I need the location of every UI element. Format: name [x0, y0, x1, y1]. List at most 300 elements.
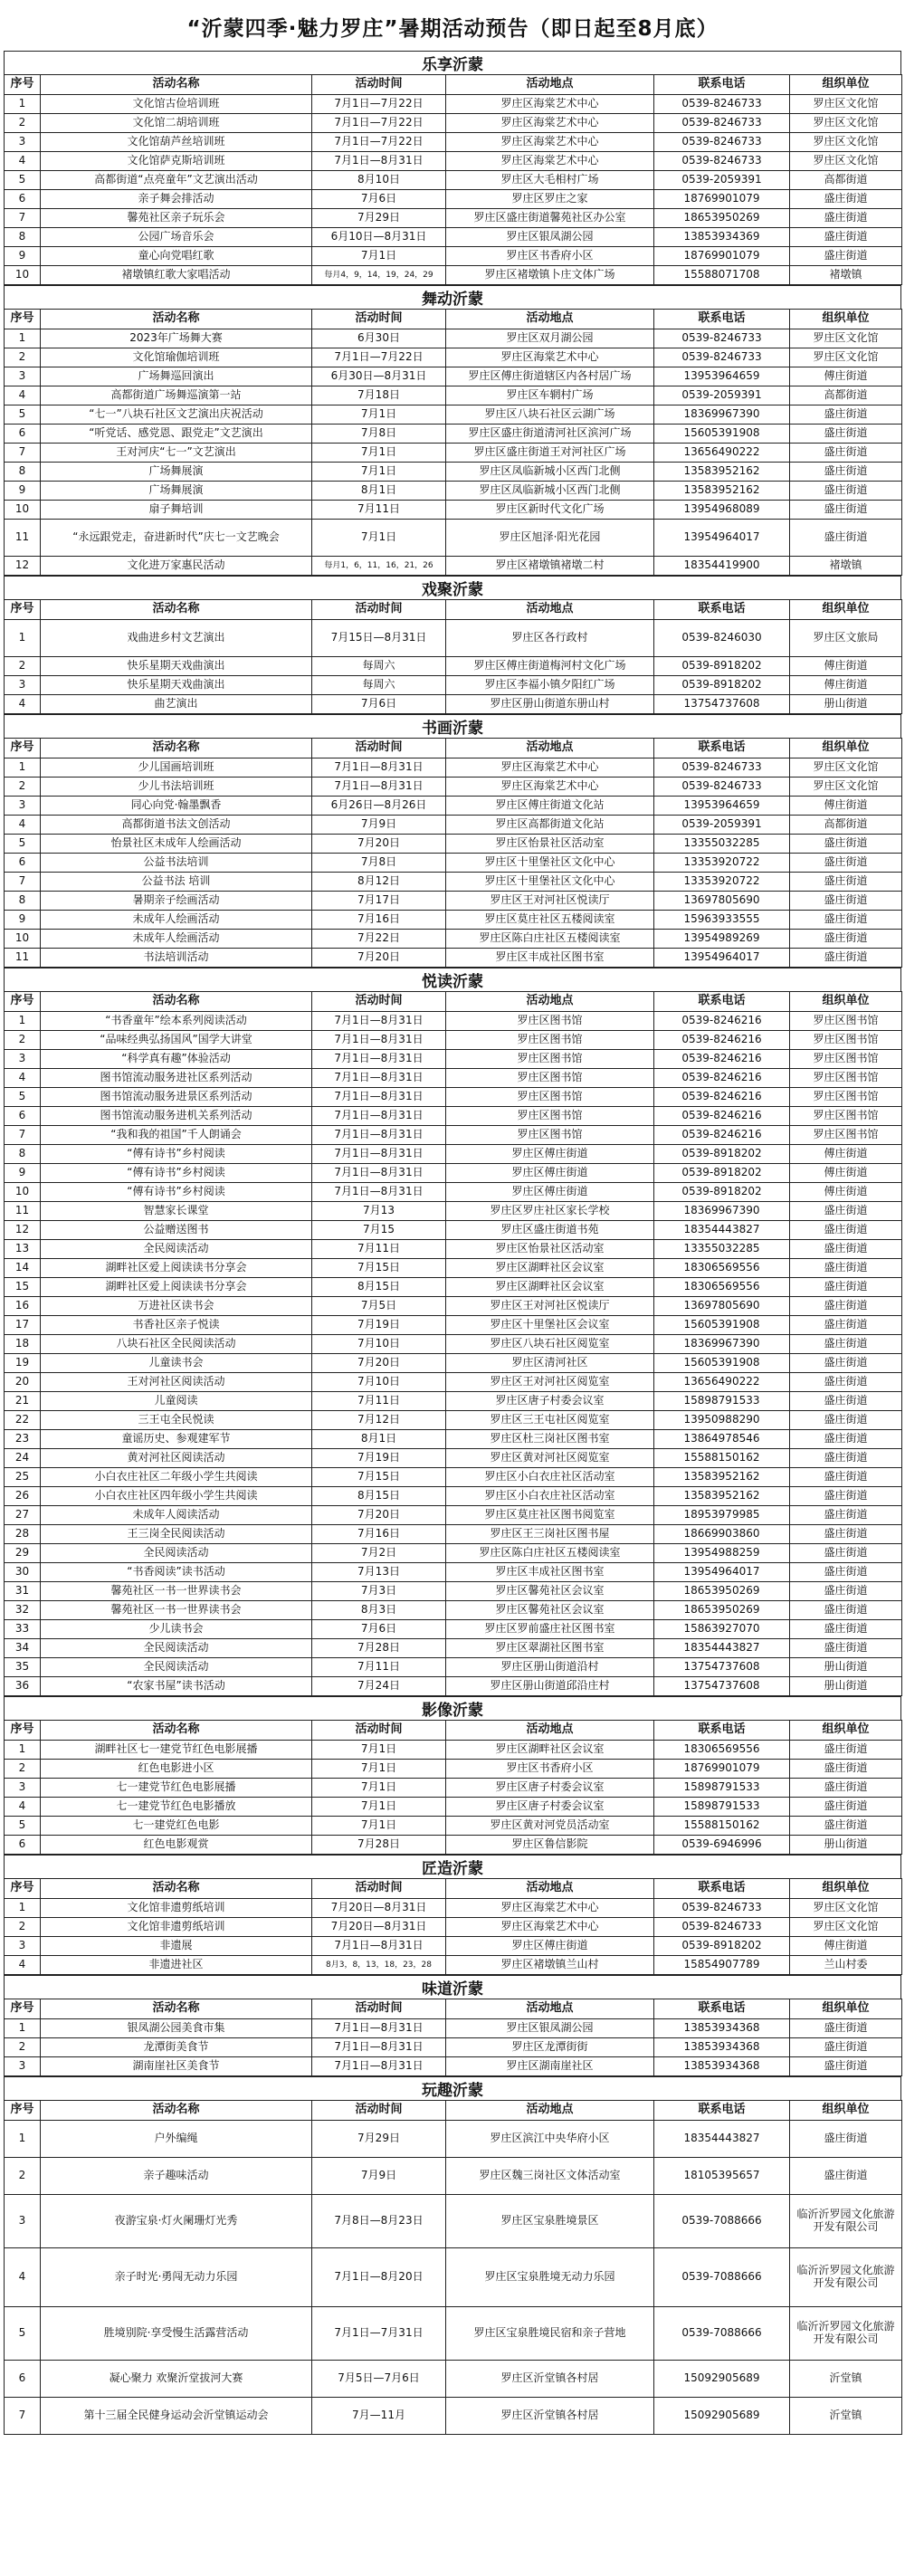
table-row — [5, 1050, 902, 1069]
cell-phone: 18953979985 — [654, 1506, 790, 1525]
cell-no: 13 — [5, 1240, 41, 1259]
column-header-no: 序号 — [5, 600, 41, 620]
cell-org: 盛庄街道 — [790, 1221, 902, 1240]
cell-name: 童谣历史、参观建军节 — [41, 1430, 312, 1449]
cell-location: 罗庄区小白衣庄社区活动室 — [446, 1487, 654, 1506]
table-row — [5, 1430, 902, 1449]
cell-name: “傅有诗书”乡村阅读 — [41, 1164, 312, 1183]
table-row — [5, 444, 902, 463]
cell-org: 罗庄区图书馆 — [790, 1069, 902, 1088]
cell-time: 7月1日 — [312, 520, 446, 557]
table-row — [5, 930, 902, 949]
header-row — [5, 992, 902, 1012]
table-row — [5, 1582, 902, 1601]
cell-no: 17 — [5, 1316, 41, 1335]
cell-time: 7月1日—7月22日 — [312, 114, 446, 133]
cell-time: 7月1日 — [312, 1760, 446, 1779]
cell-time: 7月8日 — [312, 854, 446, 873]
cell-time: 7月16日 — [312, 1525, 446, 1544]
cell-no: 33 — [5, 1620, 41, 1639]
cell-name: 非遗进社区 — [41, 1956, 312, 1975]
cell-no: 2 — [5, 348, 41, 367]
cell-name: 公益书法培训 — [41, 854, 312, 873]
cell-phone: 18369967390 — [654, 1335, 790, 1354]
cell-org: 盛庄街道 — [790, 2158, 902, 2195]
cell-location: 罗庄区傅庄街道 — [446, 1937, 654, 1956]
cell-org: 盛庄街道 — [790, 425, 902, 444]
column-header-time: 活动时间 — [312, 739, 446, 758]
cell-name: 戏曲进乡村文艺演出 — [41, 620, 312, 657]
column-header-location: 活动地点 — [446, 1999, 654, 2019]
cell-location: 罗庄区馨苑社区会议室 — [446, 1601, 654, 1620]
cell-location: 罗庄区盛庄街道馨苑社区办公室 — [446, 209, 654, 228]
header-row — [5, 310, 902, 329]
cell-phone: 0539-8246733 — [654, 95, 790, 114]
cell-phone: 0539-2059391 — [654, 386, 790, 405]
cell-name: 胜境别院·享受慢生活露营活动 — [41, 2307, 312, 2361]
cell-org: 罗庄区文旅局 — [790, 620, 902, 657]
cell-location: 罗庄区银凤湖公园 — [446, 228, 654, 247]
table-row — [5, 1392, 902, 1411]
cell-phone: 13954964017 — [654, 949, 790, 968]
cell-org: 罗庄区文化馆 — [790, 348, 902, 367]
cell-phone: 13853934369 — [654, 228, 790, 247]
cell-org: 盛庄街道 — [790, 2121, 902, 2158]
cell-location: 罗庄区湖畔社区会议室 — [446, 1741, 654, 1760]
cell-location: 罗庄区八块石社区云湖广场 — [446, 405, 654, 425]
column-header-location: 活动地点 — [446, 310, 654, 329]
cell-no: 5 — [5, 2307, 41, 2361]
cell-location: 罗庄区滨江中央华府小区 — [446, 2121, 654, 2158]
cell-phone: 13853934368 — [654, 2038, 790, 2057]
table-row — [5, 1088, 902, 1107]
cell-time: 7月15日—8月31日 — [312, 620, 446, 657]
cell-org: 盛庄街道 — [790, 2019, 902, 2038]
table-row — [5, 911, 902, 930]
cell-name: 湖南崖社区美食节 — [41, 2057, 312, 2076]
cell-no: 1 — [5, 1012, 41, 1031]
table-row — [5, 1817, 902, 1836]
cell-name: 户外编绳 — [41, 2121, 312, 2158]
cell-phone: 15588071708 — [654, 266, 790, 285]
cell-location: 罗庄区丰成社区图书室 — [446, 949, 654, 968]
cell-org: 盛庄街道 — [790, 463, 902, 482]
table-row — [5, 1126, 902, 1145]
cell-org: 罗庄区文化馆 — [790, 758, 902, 778]
cell-no: 25 — [5, 1468, 41, 1487]
cell-no: 6 — [5, 854, 41, 873]
cell-no: 3 — [5, 1779, 41, 1798]
table-row — [5, 1468, 902, 1487]
cell-location: 罗庄区双月湖公园 — [446, 329, 654, 348]
cell-phone: 13954964017 — [654, 1563, 790, 1582]
cell-phone: 0539-8246216 — [654, 1069, 790, 1088]
cell-name: 亲子舞会排活动 — [41, 190, 312, 209]
cell-no: 22 — [5, 1411, 41, 1430]
cell-name: 全民阅读活动 — [41, 1544, 312, 1563]
cell-no: 6 — [5, 1836, 41, 1855]
cell-name: 小白衣庄社区二年级小学生共阅读 — [41, 1468, 312, 1487]
table-row — [5, 835, 902, 854]
column-header-phone: 联系电话 — [654, 1999, 790, 2019]
cell-no: 12 — [5, 557, 41, 576]
cell-location: 罗庄区八块石社区阅览室 — [446, 1335, 654, 1354]
column-header-no: 序号 — [5, 310, 41, 329]
cell-no: 34 — [5, 1639, 41, 1658]
cell-no: 27 — [5, 1506, 41, 1525]
cell-phone: 0539-8918202 — [654, 676, 790, 695]
cell-org: 褚墩镇 — [790, 557, 902, 576]
cell-phone: 0539-8918202 — [654, 1145, 790, 1164]
column-header-time: 活动时间 — [312, 1879, 446, 1899]
cell-phone: 15588150162 — [654, 1449, 790, 1468]
cell-org: 盛庄街道 — [790, 1392, 902, 1411]
cell-org: 盛庄街道 — [790, 2057, 902, 2076]
cell-phone: 0539-8246733 — [654, 114, 790, 133]
cell-location: 罗庄区王三岗社区图书屋 — [446, 1525, 654, 1544]
section-title: 舞动沂蒙 — [4, 285, 901, 309]
column-header-org: 组织单位 — [790, 310, 902, 329]
cell-phone: 0539-6946996 — [654, 1836, 790, 1855]
cell-org: 罗庄区文化馆 — [790, 152, 902, 171]
cell-org: 盛庄街道 — [790, 1411, 902, 1430]
cell-time: 7月12日 — [312, 1411, 446, 1430]
cell-name: 全民阅读活动 — [41, 1240, 312, 1259]
cell-name: “书香童年”绘本系列阅读活动 — [41, 1012, 312, 1031]
cell-no: 23 — [5, 1430, 41, 1449]
cell-time: 每周六 — [312, 676, 446, 695]
cell-org: 盛庄街道 — [790, 1639, 902, 1658]
cell-phone: 15588150162 — [654, 1817, 790, 1836]
cell-phone: 0539-8246216 — [654, 1012, 790, 1031]
cell-org: 册山街道 — [790, 1836, 902, 1855]
cell-name: 文化馆萨克斯培训班 — [41, 152, 312, 171]
cell-phone: 13954988259 — [654, 1544, 790, 1563]
cell-phone: 18354443827 — [654, 2121, 790, 2158]
section-title: 味道沂蒙 — [4, 1975, 901, 1999]
cell-org: 盛庄街道 — [790, 1202, 902, 1221]
cell-time: 7月28日 — [312, 1836, 446, 1855]
cell-phone: 0539-8918202 — [654, 1164, 790, 1183]
cell-org: 盛庄街道 — [790, 247, 902, 266]
cell-location: 罗庄区盛庄街道书苑 — [446, 1221, 654, 1240]
cell-org: 罗庄区图书馆 — [790, 1126, 902, 1145]
cell-location: 罗庄区傅庄街道 — [446, 1145, 654, 1164]
table-row — [5, 1639, 902, 1658]
table-row — [5, 1221, 902, 1240]
cell-time: 7月10日 — [312, 1335, 446, 1354]
cell-name: 快乐星期天戏曲演出 — [41, 676, 312, 695]
cell-no: 20 — [5, 1373, 41, 1392]
cell-org: 盛庄街道 — [790, 405, 902, 425]
cell-location: 罗庄区小白衣庄社区活动室 — [446, 1468, 654, 1487]
cell-org: 褚墩镇 — [790, 266, 902, 285]
cell-location: 罗庄区海棠艺术中心 — [446, 348, 654, 367]
cell-location: 罗庄区唐子村委会议室 — [446, 1798, 654, 1817]
schedule-table — [4, 1878, 902, 1975]
cell-name: 第十三届全民健身运动会沂堂镇运动会 — [41, 2398, 312, 2435]
cell-phone: 13954964017 — [654, 520, 790, 557]
cell-phone: 15963933555 — [654, 911, 790, 930]
column-header-phone: 联系电话 — [654, 75, 790, 95]
cell-time: 7月1日 — [312, 1798, 446, 1817]
cell-location: 罗庄区银凤湖公园 — [446, 2019, 654, 2038]
cell-org: 盛庄街道 — [790, 1278, 902, 1297]
cell-name: 曲艺演出 — [41, 695, 312, 714]
column-header-phone: 联系电话 — [654, 992, 790, 1012]
cell-no: 1 — [5, 758, 41, 778]
cell-org: 盛庄街道 — [790, 501, 902, 520]
cell-location: 罗庄区三王屯社区阅览室 — [446, 1411, 654, 1430]
column-header-location: 活动地点 — [446, 2101, 654, 2121]
cell-location: 罗庄区傅庄街道梅河村文化广场 — [446, 657, 654, 676]
cell-org: 罗庄区文化馆 — [790, 1918, 902, 1937]
cell-location: 罗庄区李福小镇夕阳红广场 — [446, 676, 654, 695]
cell-org: 傅庄街道 — [790, 1183, 902, 1202]
cell-no: 5 — [5, 405, 41, 425]
table-row — [5, 1335, 902, 1354]
cell-time: 7月1日—8月31日 — [312, 2057, 446, 2076]
cell-org: 盛庄街道 — [790, 892, 902, 911]
table-row — [5, 1202, 902, 1221]
cell-time: 7月1日—8月31日 — [312, 1031, 446, 1050]
cell-org: 盛庄街道 — [790, 1563, 902, 1582]
cell-org: 盛庄街道 — [790, 1487, 902, 1506]
table-row — [5, 1798, 902, 1817]
cell-no: 5 — [5, 1088, 41, 1107]
table-row — [5, 386, 902, 405]
table-row — [5, 1259, 902, 1278]
cell-phone: 0539-7088666 — [654, 2248, 790, 2307]
cell-name: 智慧家长课堂 — [41, 1202, 312, 1221]
column-header-location: 活动地点 — [446, 1879, 654, 1899]
column-header-name: 活动名称 — [41, 1999, 312, 2019]
cell-phone: 13583952162 — [654, 463, 790, 482]
column-header-name: 活动名称 — [41, 1721, 312, 1741]
table-row — [5, 1836, 902, 1855]
cell-org: 傅庄街道 — [790, 1937, 902, 1956]
cell-location: 罗庄区魏三岗社区文体活动室 — [446, 2158, 654, 2195]
table-row — [5, 2158, 902, 2195]
table-row — [5, 463, 902, 482]
section-title: 书画沂蒙 — [4, 714, 901, 738]
cell-no: 1 — [5, 1741, 41, 1760]
cell-name: 少儿书法培训班 — [41, 778, 312, 797]
cell-no: 35 — [5, 1658, 41, 1677]
cell-no: 15 — [5, 1278, 41, 1297]
cell-time: 7月16日 — [312, 911, 446, 930]
cell-phone: 13583952162 — [654, 1487, 790, 1506]
cell-time: 7月20日 — [312, 949, 446, 968]
cell-name: 图书馆流动服务进景区系列活动 — [41, 1088, 312, 1107]
column-header-org: 组织单位 — [790, 1879, 902, 1899]
cell-phone: 0539-8246733 — [654, 152, 790, 171]
cell-org: 盛庄街道 — [790, 1373, 902, 1392]
cell-time: 7月15日 — [312, 1259, 446, 1278]
column-header-time: 活动时间 — [312, 75, 446, 95]
cell-no: 21 — [5, 1392, 41, 1411]
table-row — [5, 1012, 902, 1031]
table-row — [5, 1031, 902, 1050]
cell-location: 罗庄区陈白庄社区五楼阅读室 — [446, 930, 654, 949]
cell-phone: 18669903860 — [654, 1525, 790, 1544]
cell-time: 7月11日 — [312, 1658, 446, 1677]
cell-no: 2 — [5, 114, 41, 133]
cell-name: 高都街道书法文创活动 — [41, 816, 312, 835]
cell-location: 罗庄区书香府小区 — [446, 247, 654, 266]
cell-name: 湖畔社区爱上阅读读书分享会 — [41, 1278, 312, 1297]
cell-no: 4 — [5, 695, 41, 714]
column-header-no: 序号 — [5, 992, 41, 1012]
section-title: 戏聚沂蒙 — [4, 576, 901, 599]
column-header-org: 组织单位 — [790, 992, 902, 1012]
column-header-time: 活动时间 — [312, 1721, 446, 1741]
cell-name: 红色电影进小区 — [41, 1760, 312, 1779]
cell-location: 罗庄区褚墩镇兰山村 — [446, 1956, 654, 1975]
cell-phone: 13754737608 — [654, 1677, 790, 1696]
cell-phone: 0539-8246733 — [654, 778, 790, 797]
cell-time: 7月13日 — [312, 1563, 446, 1582]
column-header-no: 序号 — [5, 739, 41, 758]
cell-no: 5 — [5, 835, 41, 854]
cell-name: 湖畔社区七一建党节红色电影展播 — [41, 1741, 312, 1760]
table-row — [5, 557, 902, 576]
table-row — [5, 1278, 902, 1297]
schedule-table — [4, 1999, 902, 2076]
table-row — [5, 95, 902, 114]
cell-no: 26 — [5, 1487, 41, 1506]
cell-org: 盛庄街道 — [790, 1582, 902, 1601]
cell-location: 罗庄区图书馆 — [446, 1126, 654, 1145]
cell-name: 馨苑社区一书一世界读书会 — [41, 1582, 312, 1601]
cell-org: 盛庄街道 — [790, 1354, 902, 1373]
cell-org: 盛庄街道 — [790, 1525, 902, 1544]
cell-time: 7月9日 — [312, 816, 446, 835]
cell-location: 罗庄区杜三岗社区图书室 — [446, 1430, 654, 1449]
cell-location: 罗庄区海棠艺术中心 — [446, 114, 654, 133]
cell-location: 罗庄区黄对河社区阅览室 — [446, 1449, 654, 1468]
table-row — [5, 1563, 902, 1582]
cell-org: 沂堂镇 — [790, 2361, 902, 2398]
cell-location: 罗庄区清河社区 — [446, 1354, 654, 1373]
table-row — [5, 1487, 902, 1506]
cell-no: 7 — [5, 209, 41, 228]
header-row — [5, 1879, 902, 1899]
table-row — [5, 2057, 902, 2076]
cell-org: 盛庄街道 — [790, 482, 902, 501]
cell-no: 8 — [5, 1145, 41, 1164]
cell-time: 7月1日—8月31日 — [312, 1164, 446, 1183]
cell-location: 罗庄区册山街道邱沿庄村 — [446, 1677, 654, 1696]
cell-org: 罗庄区文化馆 — [790, 778, 902, 797]
table-row — [5, 1506, 902, 1525]
schedule-table — [4, 309, 902, 576]
cell-name: 高都街道广场舞巡演第一站 — [41, 386, 312, 405]
cell-location: 罗庄区书香府小区 — [446, 1760, 654, 1779]
cell-no: 29 — [5, 1544, 41, 1563]
table-row — [5, 367, 902, 386]
cell-name: 怡景社区未成年人绘画活动 — [41, 835, 312, 854]
column-header-name: 活动名称 — [41, 75, 312, 95]
cell-location: 罗庄区高都街道文化站 — [446, 816, 654, 835]
column-header-time: 活动时间 — [312, 600, 446, 620]
cell-name: 图书馆流动服务进机关系列活动 — [41, 1107, 312, 1126]
table-row — [5, 1164, 902, 1183]
column-header-phone: 联系电话 — [654, 600, 790, 620]
table-row — [5, 1240, 902, 1259]
column-header-location: 活动地点 — [446, 739, 654, 758]
table-row — [5, 816, 902, 835]
cell-time: 6月26日—8月26日 — [312, 797, 446, 816]
cell-location: 罗庄区傅庄街道 — [446, 1164, 654, 1183]
cell-phone: 0539-2059391 — [654, 816, 790, 835]
cell-location: 罗庄区册山街道东册山村 — [446, 695, 654, 714]
cell-location: 罗庄区陈白庄社区五楼阅读室 — [446, 1544, 654, 1563]
cell-time: 7月5日 — [312, 1297, 446, 1316]
cell-org: 高都街道 — [790, 171, 902, 190]
table-row — [5, 797, 902, 816]
cell-org: 盛庄街道 — [790, 1544, 902, 1563]
cell-phone: 18105395657 — [654, 2158, 790, 2195]
cell-location: 罗庄区丰成社区图书室 — [446, 1563, 654, 1582]
cell-name: “书香阅读”读书活动 — [41, 1563, 312, 1582]
cell-time: 7月1日—8月31日 — [312, 1069, 446, 1088]
cell-phone: 15898791533 — [654, 1392, 790, 1411]
table-row — [5, 657, 902, 676]
cell-org: 盛庄街道 — [790, 520, 902, 557]
column-header-org: 组织单位 — [790, 739, 902, 758]
cell-time: 7月8日 — [312, 425, 446, 444]
cell-no: 30 — [5, 1563, 41, 1582]
cell-no: 11 — [5, 1202, 41, 1221]
cell-time: 每月1，6，11，16，21，26 — [312, 557, 446, 576]
cell-org: 盛庄街道 — [790, 444, 902, 463]
header-row — [5, 739, 902, 758]
cell-name: 公益赠送图书 — [41, 1221, 312, 1240]
cell-no: 18 — [5, 1335, 41, 1354]
cell-org: 盛庄街道 — [790, 1506, 902, 1525]
cell-name: “科学真有趣”体验活动 — [41, 1050, 312, 1069]
column-header-location: 活动地点 — [446, 992, 654, 1012]
table-row — [5, 1620, 902, 1639]
cell-no: 4 — [5, 1956, 41, 1975]
column-header-name: 活动名称 — [41, 310, 312, 329]
cell-name: 王三岗全民阅读活动 — [41, 1525, 312, 1544]
cell-name: 儿童读书会 — [41, 1354, 312, 1373]
cell-name: 少儿国画培训班 — [41, 758, 312, 778]
cell-location: 罗庄区图书馆 — [446, 1088, 654, 1107]
table-row — [5, 1544, 902, 1563]
cell-name: 高都街道“点亮童年”文艺演出活动 — [41, 171, 312, 190]
cell-no: 2 — [5, 2158, 41, 2195]
cell-time: 每周六 — [312, 657, 446, 676]
cell-org: 盛庄街道 — [790, 1620, 902, 1639]
cell-no: 3 — [5, 797, 41, 816]
column-header-name: 活动名称 — [41, 1879, 312, 1899]
cell-phone: 13953964659 — [654, 367, 790, 386]
column-header-phone: 联系电话 — [654, 1721, 790, 1741]
cell-no: 3 — [5, 2195, 41, 2248]
table-row — [5, 1918, 902, 1937]
cell-phone: 18653950269 — [654, 1582, 790, 1601]
cell-phone: 18769901079 — [654, 190, 790, 209]
cell-location: 罗庄区车辋村广场 — [446, 386, 654, 405]
cell-no: 1 — [5, 620, 41, 657]
cell-name: 扇子舞培训 — [41, 501, 312, 520]
cell-no: 8 — [5, 228, 41, 247]
table-row — [5, 133, 902, 152]
cell-location: 罗庄区龙潭街街 — [446, 2038, 654, 2057]
